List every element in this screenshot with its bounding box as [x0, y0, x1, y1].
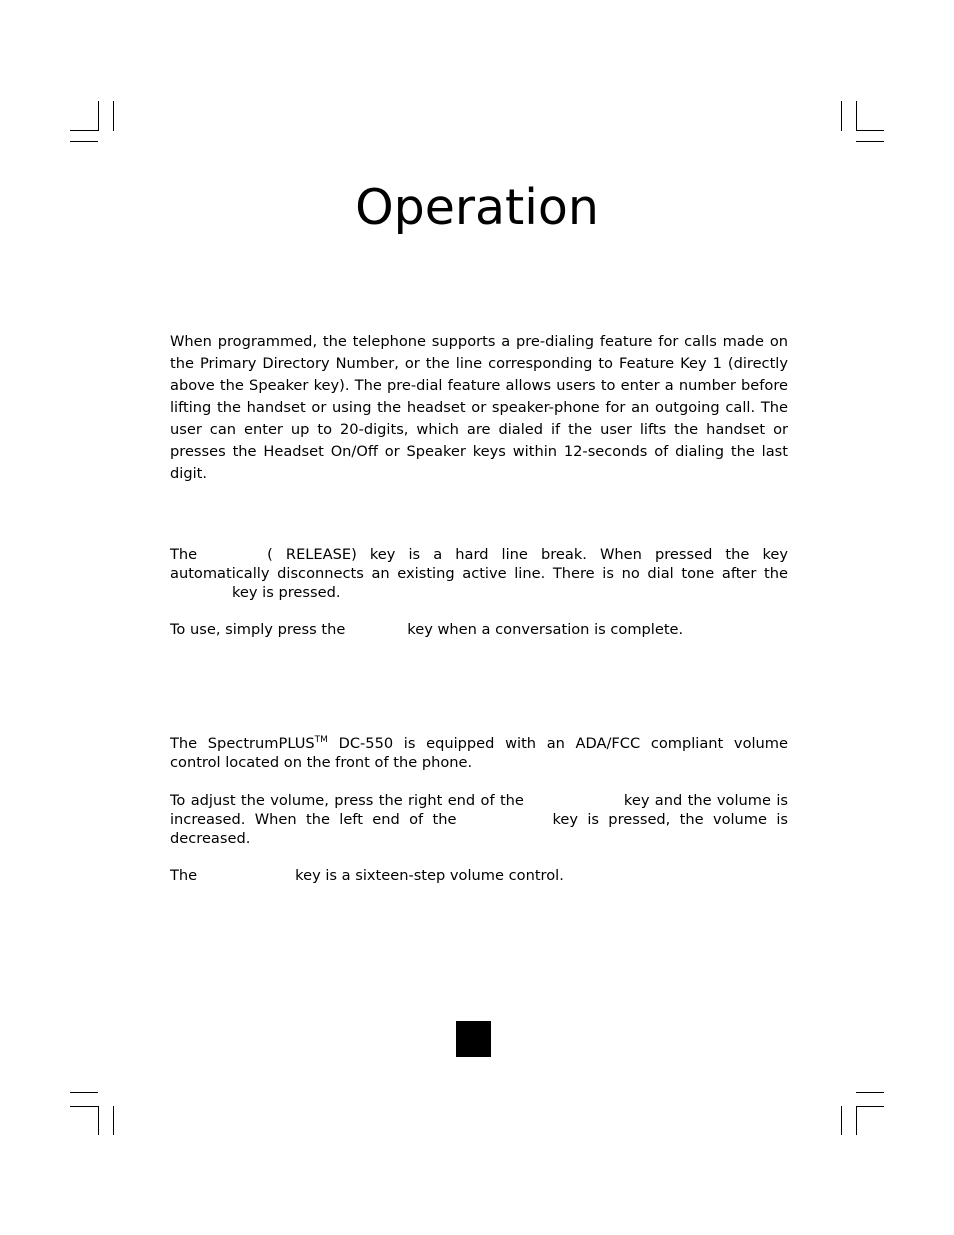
release-p2-end: key when a conversation is complete.: [407, 621, 684, 638]
crop-mark-top-right-vertical: [841, 101, 842, 131]
volume-p1-end: DC-550 is equipped with an ADA/FCC compliant volume control located on the front of the phone.: [170, 735, 788, 771]
volume-p2-end: key is pressed, the volume is decreased.: [170, 811, 788, 847]
release-paragraph-1: [170, 545, 788, 602]
crop-mark-top-left-vertical: [98, 101, 99, 131]
volume-p1-start: The SpectrumPLUS: [170, 735, 315, 752]
volume-p2-start: To adjust the volume, press the right end of the: [170, 792, 524, 809]
volume-paragraph-2: [170, 791, 788, 848]
volume-paragraph-1: [170, 734, 788, 772]
release-p2-start: To use, simply press the: [170, 621, 346, 638]
crop-mark-bottom-left-horizontal: [70, 1092, 98, 1093]
volume-p2-middle: key and the volume is increased. When the left end of the: [170, 792, 788, 828]
crop-mark-top-right-horizontal: [856, 130, 884, 131]
crop-mark-bottom-right-horizontal: [856, 1092, 884, 1093]
trademark-superscript: TM: [314, 735, 328, 745]
crop-mark-top-left-horizontal-2: [70, 141, 98, 142]
volume-p3-start: The: [170, 867, 198, 884]
crop-mark-top-left-vertical-2: [113, 101, 114, 131]
page-number-box: [456, 1021, 491, 1057]
crop-mark-bottom-left-horizontal-2: [70, 1106, 98, 1107]
crop-mark-bottom-left-vertical-2: [113, 1106, 114, 1135]
volume-p3-end: key is a sixteen-step volume control.: [295, 867, 564, 884]
volume-paragraph-3: [170, 866, 788, 885]
crop-mark-bottom-right-horizontal-2: [856, 1106, 884, 1107]
crop-mark-bottom-right-vertical: [841, 1106, 842, 1135]
crop-mark-bottom-right-vertical-2: [856, 1106, 857, 1135]
predial-paragraph: When programmed, the telephone supports a pre-dialing feature for calls made on the Primary Directory Number, or the line corresponding to Feature Key 1 (directly above the Speaker key). The pre-dial feature allows users to enter a number before lifting the handset or using the headset or speaker-phone for an outgoing call. The user can enter up to 20-digits, which are dialed if the user lifts the handset or presses the Headset On/Off or Speaker keys within 12-seconds of dialing the last digit.: [170, 333, 788, 482]
release-p1-end: key is pressed.: [232, 584, 341, 601]
crop-mark-top-right-horizontal-2: [856, 141, 884, 142]
release-p1-start: The: [170, 546, 198, 563]
page-title: Operation: [355, 179, 599, 236]
crop-mark-top-right-vertical-2: [856, 101, 857, 131]
crop-mark-top-left-horizontal: [70, 130, 98, 131]
crop-mark-bottom-left-vertical: [98, 1106, 99, 1135]
release-p1-middle: ( RELEASE) key is a hard line break. When pressed the key automatically disconnects an existing active line. There is no dial tone after the: [170, 546, 788, 582]
release-paragraph-2: [170, 620, 788, 639]
